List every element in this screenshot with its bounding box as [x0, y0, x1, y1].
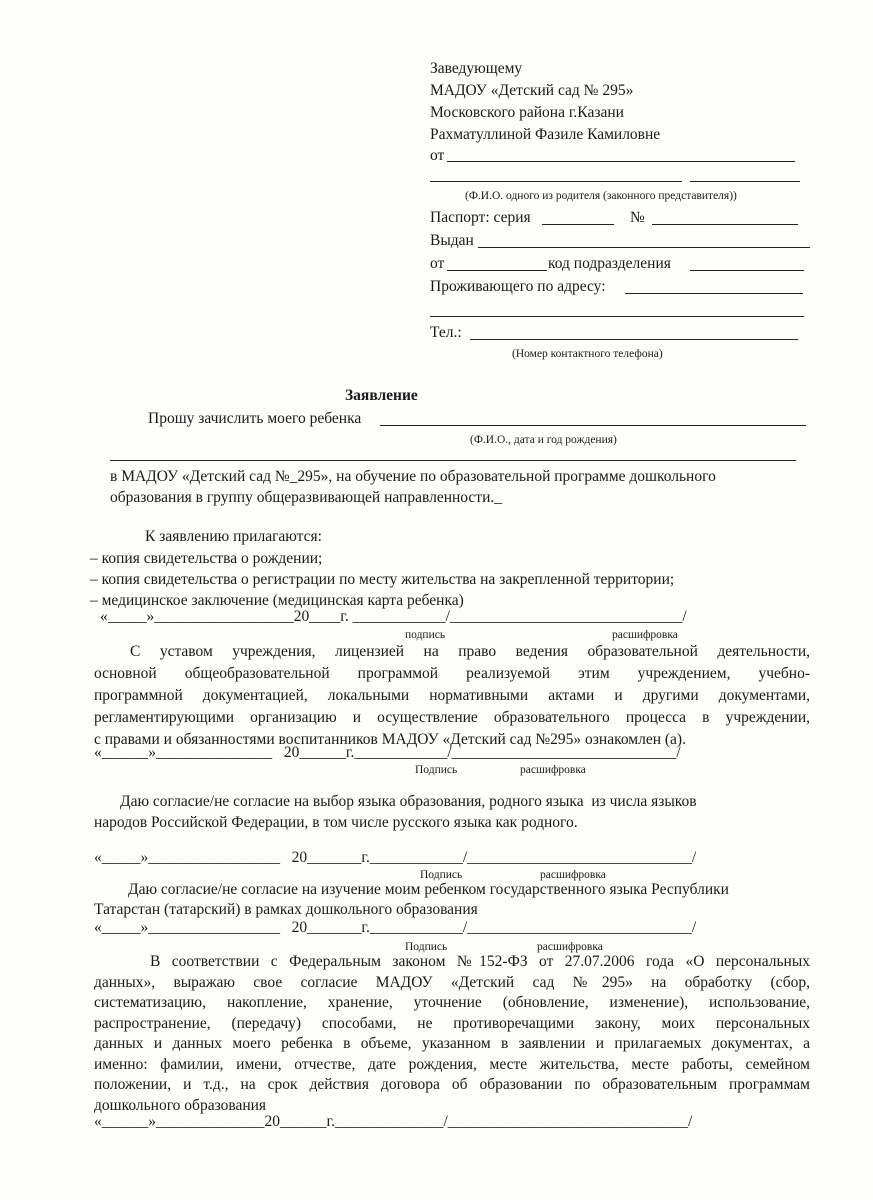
passport-label: Паспорт: серия	[430, 209, 531, 226]
from-field[interactable]	[447, 161, 795, 162]
paragraph-line: данных», выражаю свое согласие МАДОУ «Детский сад №295» на обработку (сбор,	[94, 973, 810, 991]
sign-row[interactable]: «_____»_________________ 20_______г.____________/_____________________________/	[94, 919, 697, 936]
attachment-item: – медицинское заключение (медицинская карта ребенка)	[90, 592, 464, 609]
paragraph-line: программной документацией, локальными нормативными актами и другими документами,	[94, 687, 810, 704]
phone-caption: (Номер контактного телефона)	[512, 348, 663, 360]
sign-row[interactable]: «______»______________20______г.______________/_______________________________/	[94, 1113, 693, 1130]
tatar-consent-text: Даю согласие/не согласие на изучение моим ребенком государственного языка Республики	[128, 881, 729, 898]
paragraph-line: регламентирующими организацию и осуществление образовательного процесса в учреждении,	[94, 709, 810, 726]
paragraph-line: данных и данных моего ребенка в объеме, указанном в заявлении и прилагаемых документах, а	[94, 1035, 810, 1052]
sign-row[interactable]: «______»_______________ 20______г.____________/_____________________________/	[94, 744, 681, 761]
from-label: от	[430, 147, 445, 164]
from-field-3[interactable]	[690, 181, 800, 182]
passport-series-field[interactable]	[542, 224, 614, 225]
issued-date-field[interactable]	[447, 270, 547, 271]
address-field[interactable]	[625, 293, 803, 294]
request-text: в МАДОУ «Детский сад №_295», на обучение по образовательной программе дошкольного	[110, 468, 716, 485]
attachment-item: – копия свидетельства о регистрации по месту жительства на закрепленной территории;	[90, 571, 675, 588]
phone-field[interactable]	[470, 339, 798, 340]
paragraph-line: с правами и обязанностями воспитанников МАДОУ «Детский сад №295» ознакомлен (а).	[94, 731, 686, 748]
request-text: Прошу зачислить моего ребенка	[148, 410, 362, 427]
signature-caption: Подпись	[420, 869, 463, 881]
addressee-line: Заведующему	[430, 60, 523, 77]
from-field-2[interactable]	[430, 181, 682, 182]
addressee-line: Рахматуллиной Фазиле Камиловне	[430, 126, 661, 143]
tatar-consent-text: Татарстан (татарский) в рамках дошкольного образования	[94, 901, 478, 918]
signature-caption: Подпись	[415, 764, 458, 776]
paragraph-line: С уставом учреждения, лицензией на право ведения образовательной деятельности,	[130, 643, 810, 660]
sign-row[interactable]: «_____»_________________ 20_______г.____________/_____________________________/	[94, 849, 697, 866]
addressee-line: Московского района г.Казани	[430, 104, 624, 121]
paragraph-line: распространение, (передачу) способами, не противоречащими закону, моих персональных	[94, 1014, 810, 1032]
sign-row[interactable]: «_____»__________________20____г. ____________/______________________________/	[100, 608, 687, 625]
decode-caption: расшифровка	[520, 764, 586, 776]
paragraph-line: дошкольного образования	[94, 1096, 267, 1114]
passport-no-label: №	[630, 209, 645, 226]
phone-label: Тел.:	[430, 324, 462, 341]
attachment-item: – копия свидетельства о рождении;	[90, 550, 323, 567]
parent-caption: (Ф.И.О. одного из родителя (законного представителя))	[465, 190, 737, 202]
passport-number-field[interactable]	[652, 224, 798, 225]
signature-caption: подпись	[405, 629, 446, 641]
issued-field[interactable]	[478, 247, 810, 248]
language-consent-text: Даю согласие/не согласие на выбор языка образования, родного языка из числа языков	[120, 793, 697, 810]
address-field-2[interactable]	[430, 316, 804, 317]
language-consent-text: народов Российской Федерации, в том числе русского языка как родного.	[94, 814, 578, 831]
child-name-field-2[interactable]	[110, 460, 796, 461]
decode-caption: расшифровка	[540, 869, 606, 881]
address-label: Проживающего по адресу:	[430, 278, 606, 295]
dept-code-field[interactable]	[690, 270, 804, 271]
decode-caption: расшифровка	[612, 629, 678, 641]
paragraph-line: положении, и т.д., на срок действия договора об образовании по образовательным программам	[94, 1076, 810, 1093]
request-text: образования в группу общеразвивающей направленности._	[110, 489, 502, 506]
addressee-line: МАДОУ «Детский сад № 295»	[430, 82, 634, 99]
signature-caption: Подпись	[405, 941, 448, 953]
paragraph-line: В соответствии с Федеральным законом №152-ФЗ от 27.07.2006 года «О персональных	[150, 953, 810, 970]
paragraph-line: систематизацию, накопление, хранение, уточнение (обновление, изменение), использование,	[94, 994, 810, 1011]
paragraph-line: основной общеобразовательной программой реализуемой этим учреждением, учебно-	[94, 665, 810, 682]
decode-caption: расшифровка	[537, 941, 603, 953]
issued-date-label: от	[430, 255, 445, 272]
attachments-heading: К заявлению прилагаются:	[145, 528, 322, 545]
paragraph-line: именно: фамилии, имени, отчестве, дате рождения, месте жительства, месте работы, семейном	[94, 1055, 810, 1073]
document-title: Заявление	[345, 387, 418, 404]
issued-label: Выдан	[430, 232, 474, 249]
dept-code-label: код подразделения	[548, 255, 671, 272]
child-name-field[interactable]	[380, 425, 806, 426]
child-caption: (Ф.И.О., дата и год рождения)	[470, 434, 617, 446]
